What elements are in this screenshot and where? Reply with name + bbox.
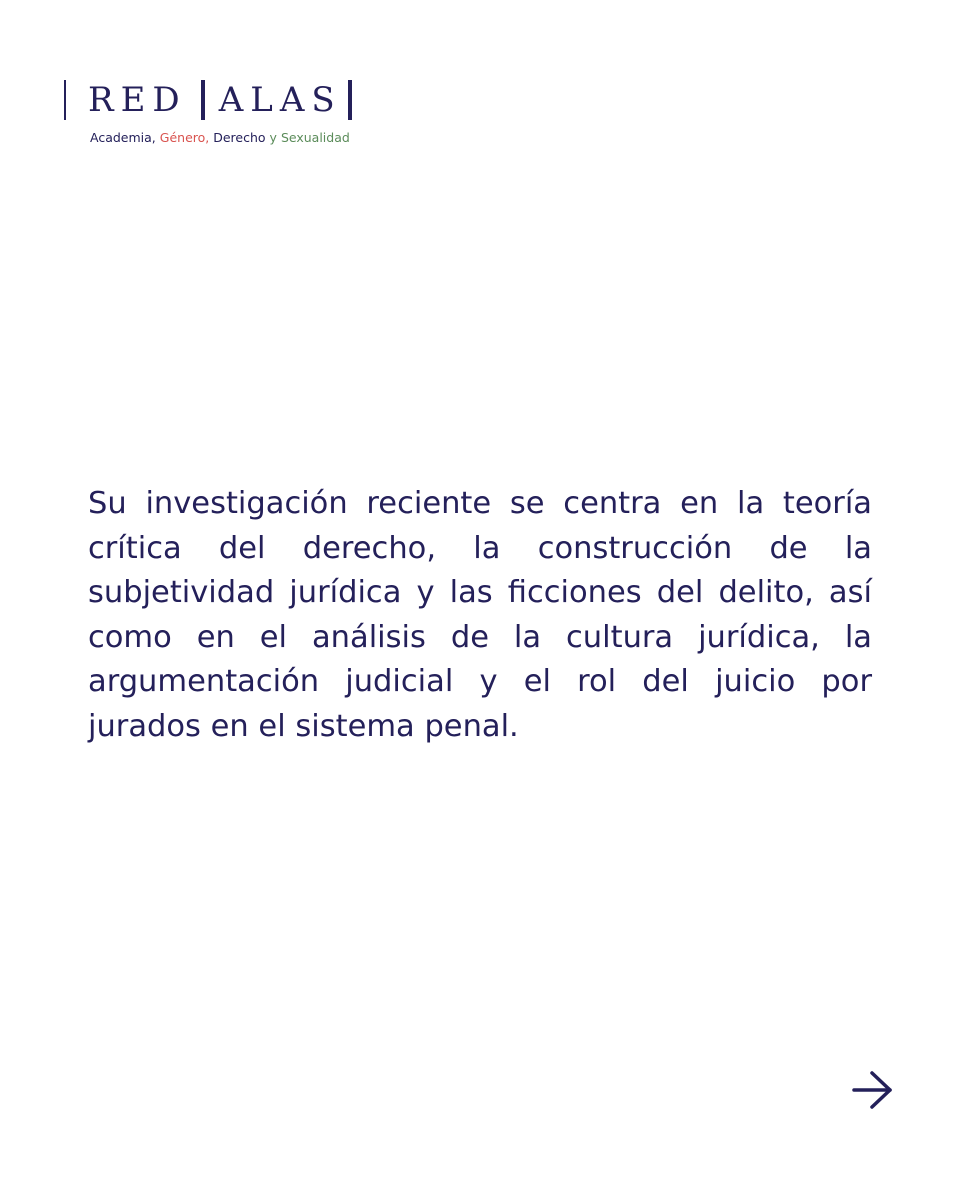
tagline-y: y	[269, 130, 277, 145]
logo-word-alas: ALAS	[218, 80, 342, 120]
logo-tagline	[90, 130, 352, 145]
logo-divider-right	[348, 80, 352, 120]
tagline-sexualidad: Sexualidad	[280, 130, 350, 145]
logo-word-red: RED	[88, 80, 187, 120]
red-alas-logo	[64, 80, 352, 145]
arrow-right-icon	[850, 1068, 896, 1112]
logo-divider-middle	[201, 80, 205, 120]
tagline-derecho: Derecho	[213, 130, 266, 145]
logo-divider-left	[64, 80, 66, 120]
logo-wordmark	[64, 80, 352, 120]
research-paragraph: Su investigación reciente se centra en la teoría crítica del derecho, la construcción de la subjetividad jurídica y las ficciones del delito, así como en el análisis de la cultura jurídica, la argumentación judicial y el rol del juicio por jurados en el sistema penal.	[88, 486, 872, 744]
tagline-genero: Género,	[159, 130, 210, 145]
next-slide-button[interactable]	[850, 1068, 896, 1112]
tagline-academia: Academia,	[90, 130, 156, 145]
